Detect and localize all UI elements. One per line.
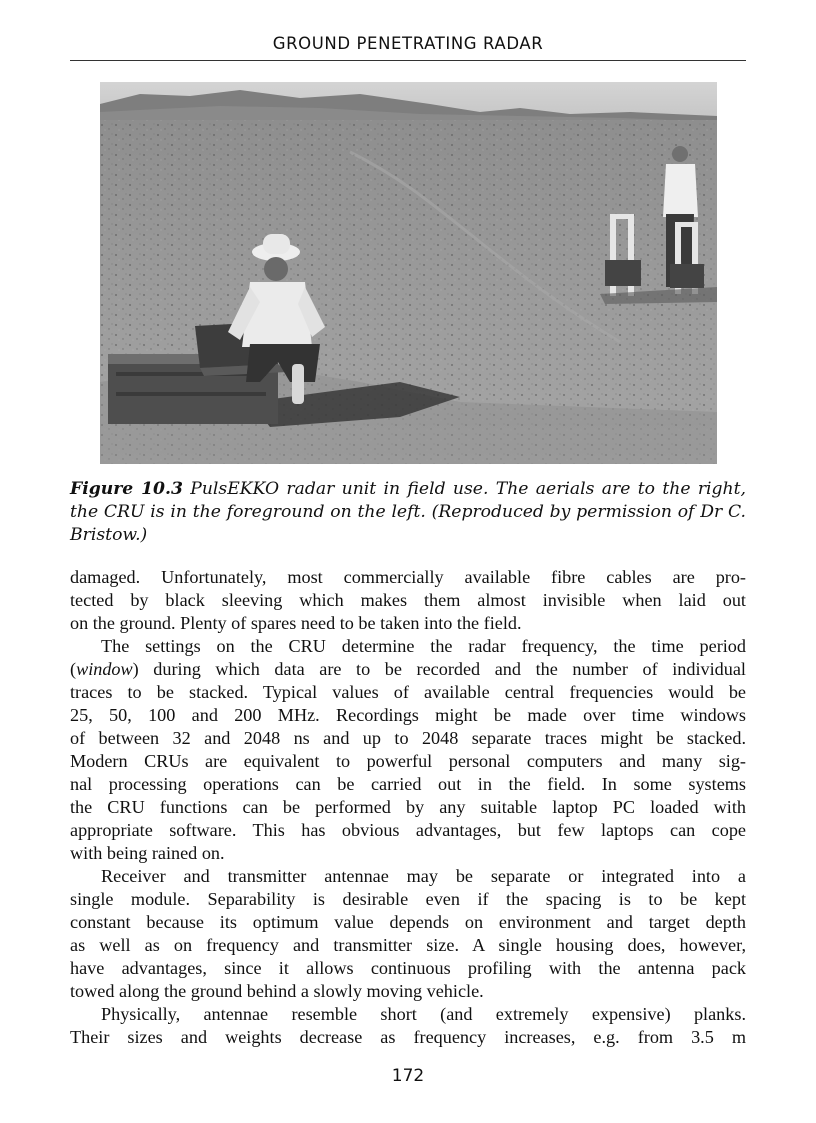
text-line: tected by black sleeving which makes them almost invisible when laid out <box>70 590 746 610</box>
text-line: towed along the ground behind a slowly moving vehicle. <box>70 981 484 1001</box>
figure-label: Figure 10.3 <box>70 479 183 499</box>
text-line: Modern CRUs are equivalent to powerful personal computers and many sig- <box>70 751 746 771</box>
text-line: on the ground. Plenty of spares need to be taken into the field. <box>70 613 522 633</box>
text-line: Physically, antennae resemble short (and extremely expensive) planks. <box>101 1004 746 1024</box>
text-line: Their sizes and weights decrease as frequency increases, e.g. from 3.5 m <box>70 1027 746 1047</box>
text-line: single module. Separability is desirable even if the spacing is to be kept <box>70 889 746 909</box>
text-line: constant because its optimum value depends on environment and target depth <box>70 912 746 932</box>
text-line: damaged. Unfortunately, most commercially available fibre cables are pro- <box>70 567 746 587</box>
text-line: nal processing operations can be carried out in the field. In some systems <box>70 774 746 794</box>
text-line: Receiver and transmitter antennae may be separate or integrated into a <box>101 866 746 886</box>
text-line: traces to be stacked. Typical values of available central frequencies would be <box>70 682 746 702</box>
figure-caption-text: PulsEKKO radar unit in field use. The aerials are to the right, the CRU is in the foreground on the left. (Reproduced by permission of Dr C. Bristow.) <box>70 479 746 545</box>
text-line: with being rained on. <box>70 843 225 863</box>
field-photograph <box>100 82 717 464</box>
page-number: 172 <box>391 1066 425 1086</box>
text-line: appropriate software. This has obvious advantages, but few laptops can cope <box>70 820 746 840</box>
text-line: the CRU functions can be performed by any suitable laptop PC loaded with <box>70 797 746 817</box>
text-line: 25, 50, 100 and 200 MHz. Recordings might be made over time windows <box>70 705 746 725</box>
text-line: have advantages, since it allows continuous profiling with the antenna pack <box>70 958 746 978</box>
text-line: as well as on frequency and transmitter size. A single housing does, however, <box>70 935 746 955</box>
text-line: The settings on the CRU determine the radar frequency, the time period <box>101 636 746 656</box>
figure-caption <box>70 478 746 547</box>
running-head: GROUND PENETRATING RADAR <box>272 34 544 53</box>
body-text <box>70 566 746 1049</box>
header-rule <box>70 60 746 61</box>
text-line: of between 32 and 2048 ns and up to 2048 separate traces might be stacked. <box>70 728 746 748</box>
text-line: (window) during which data are to be recorded and the number of individual <box>70 659 746 679</box>
